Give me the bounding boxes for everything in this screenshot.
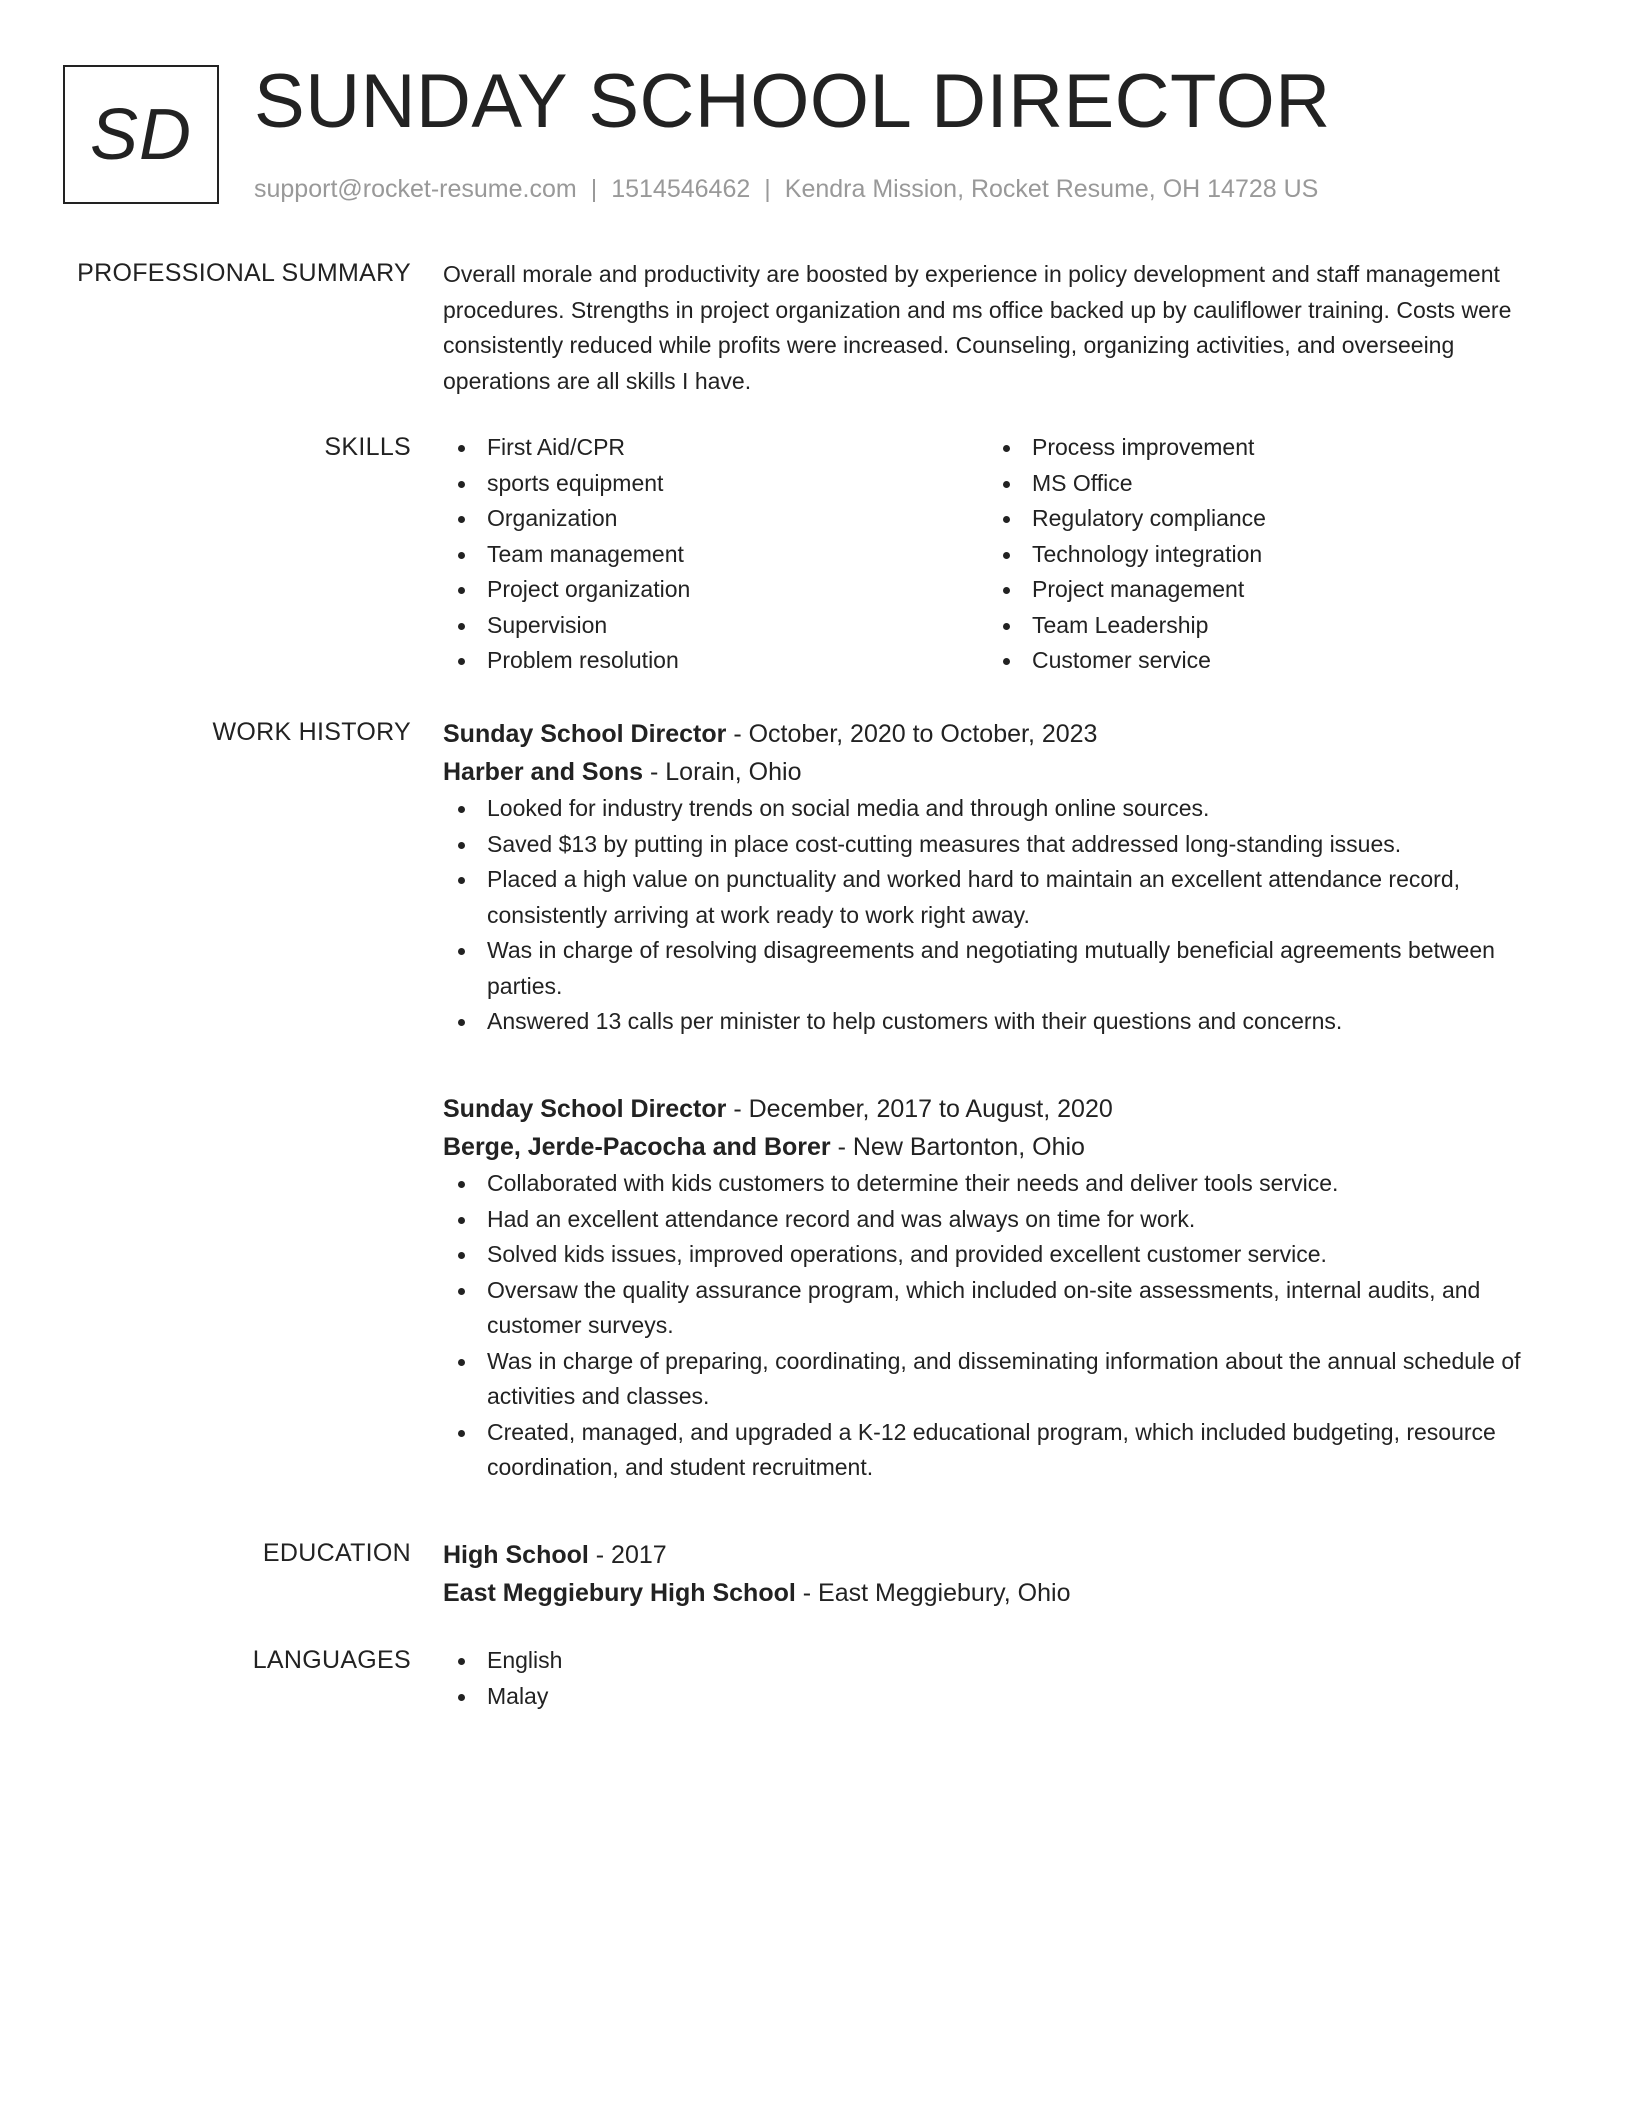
job-title-line (443, 1090, 1558, 1128)
skills-label: SKILLS (324, 433, 411, 461)
skills-column-left (443, 430, 983, 679)
job-bullet: Was in charge of resolving disagreements and negotiating mutually beneficial agreements between parties. (443, 933, 1558, 1004)
job-bullet-list (443, 791, 1558, 1040)
monogram: SD (63, 65, 219, 204)
job-bullet: Created, managed, and upgraded a K-12 educational program, which included budgeting, resource coordination, and student recruitment. (443, 1415, 1558, 1486)
skill-item: Supervision (443, 608, 983, 644)
skill-item: Regulatory compliance (988, 501, 1528, 537)
job-bullet: Collaborated with kids customers to determine their needs and deliver tools service. (443, 1166, 1558, 1202)
job-title-line (443, 715, 1558, 753)
job-bullet: Looked for industry trends on social media and through online sources. (443, 791, 1558, 827)
job-dates: - December, 2017 to August, 2020 (726, 1095, 1113, 1123)
job-bullet: Oversaw the quality assurance program, which included on-site assessments, internal audits, and customer surveys. (443, 1273, 1558, 1344)
languages-list (443, 1643, 1558, 1714)
contact-email: support@rocket-resume.com (254, 175, 577, 203)
language-item: Malay (443, 1679, 1558, 1715)
skills-column-right (988, 430, 1528, 679)
skill-item: Project management (988, 572, 1528, 608)
job-company-line (443, 1128, 1558, 1166)
resume-name-title: SUNDAY SCHOOL DIRECTOR (254, 59, 1331, 144)
contact-line (254, 172, 1318, 206)
job-entry (443, 1090, 1558, 1486)
skill-item: Problem resolution (443, 643, 983, 679)
skill-item: Team management (443, 537, 983, 573)
skills-list-right (988, 430, 1528, 679)
skill-item: Project organization (443, 572, 983, 608)
job-bullet-list (443, 1166, 1558, 1486)
skill-item: Process improvement (988, 430, 1528, 466)
education-body (443, 1536, 1558, 1612)
job-title: Sunday School Director (443, 1095, 727, 1123)
skill-item: Technology integration (988, 537, 1528, 573)
contact-separator: | (590, 175, 598, 203)
job-bullet: Solved kids issues, improved operations, and provided excellent customer service. (443, 1237, 1558, 1273)
languages-label: LANGUAGES (252, 1646, 411, 1674)
job-location: - New Bartonton, Ohio (830, 1133, 1085, 1161)
job-dates: - October, 2020 to October, 2023 (726, 720, 1098, 748)
education-year: - 2017 (588, 1541, 667, 1569)
job-location: - Lorain, Ohio (643, 758, 802, 786)
summary-body (443, 257, 1558, 399)
education-school: East Meggiebury High School (443, 1579, 796, 1607)
contact-address: Kendra Mission, Rocket Resume, OH 14728 US (784, 175, 1319, 203)
skill-item: Team Leadership (988, 608, 1528, 644)
summary-text: Overall morale and productivity are boosted by experience in policy development and staff management procedures. Strengths in project organization and ms office backed up by cauliflower training. Costs were consistently reduced while profits were increased. Counseling, organizing activities, and overseeing operations are all skills I have. (443, 261, 1512, 394)
skill-item: MS Office (988, 466, 1528, 502)
job-bullet: Had an excellent attendance record and was always on time for work. (443, 1202, 1558, 1238)
work-history-label: WORK HISTORY (212, 718, 411, 746)
skill-item: Organization (443, 501, 983, 537)
skills-body (443, 430, 1558, 690)
language-item: English (443, 1643, 1558, 1679)
languages-body (443, 1643, 1558, 1714)
job-company-line (443, 753, 1558, 791)
summary-label: PROFESSIONAL SUMMARY (77, 259, 411, 287)
contact-separator: | (764, 175, 771, 203)
skills-list-left (443, 430, 983, 679)
skill-item: First Aid/CPR (443, 430, 983, 466)
job-bullet: Placed a high value on punctuality and worked hard to maintain an excellent attendance record, consistently arriving at work ready to work right away. (443, 862, 1558, 933)
job-bullet: Saved $13 by putting in place cost-cutting measures that addressed long-standing issues. (443, 827, 1558, 863)
education-degree: High School (443, 1541, 589, 1569)
education-label: EDUCATION (262, 1539, 411, 1567)
education-location: - East Meggiebury, Ohio (795, 1579, 1071, 1607)
job-bullet: Was in charge of preparing, coordinating, and disseminating information about the annual schedule of activities and classes. (443, 1344, 1558, 1415)
skill-item: Customer service (988, 643, 1528, 679)
education-school-line (443, 1574, 1558, 1612)
job-title: Sunday School Director (443, 720, 727, 748)
contact-phone: 1514546462 (611, 175, 751, 203)
job-bullet: Answered 13 calls per minister to help customers with their questions and concerns. (443, 1004, 1558, 1040)
job-entry (443, 715, 1558, 1040)
job-company: Harber and Sons (443, 758, 644, 786)
education-degree-line (443, 1536, 1558, 1574)
job-company: Berge, Jerde-Pacocha and Borer (443, 1133, 831, 1161)
skill-item: sports equipment (443, 466, 983, 502)
